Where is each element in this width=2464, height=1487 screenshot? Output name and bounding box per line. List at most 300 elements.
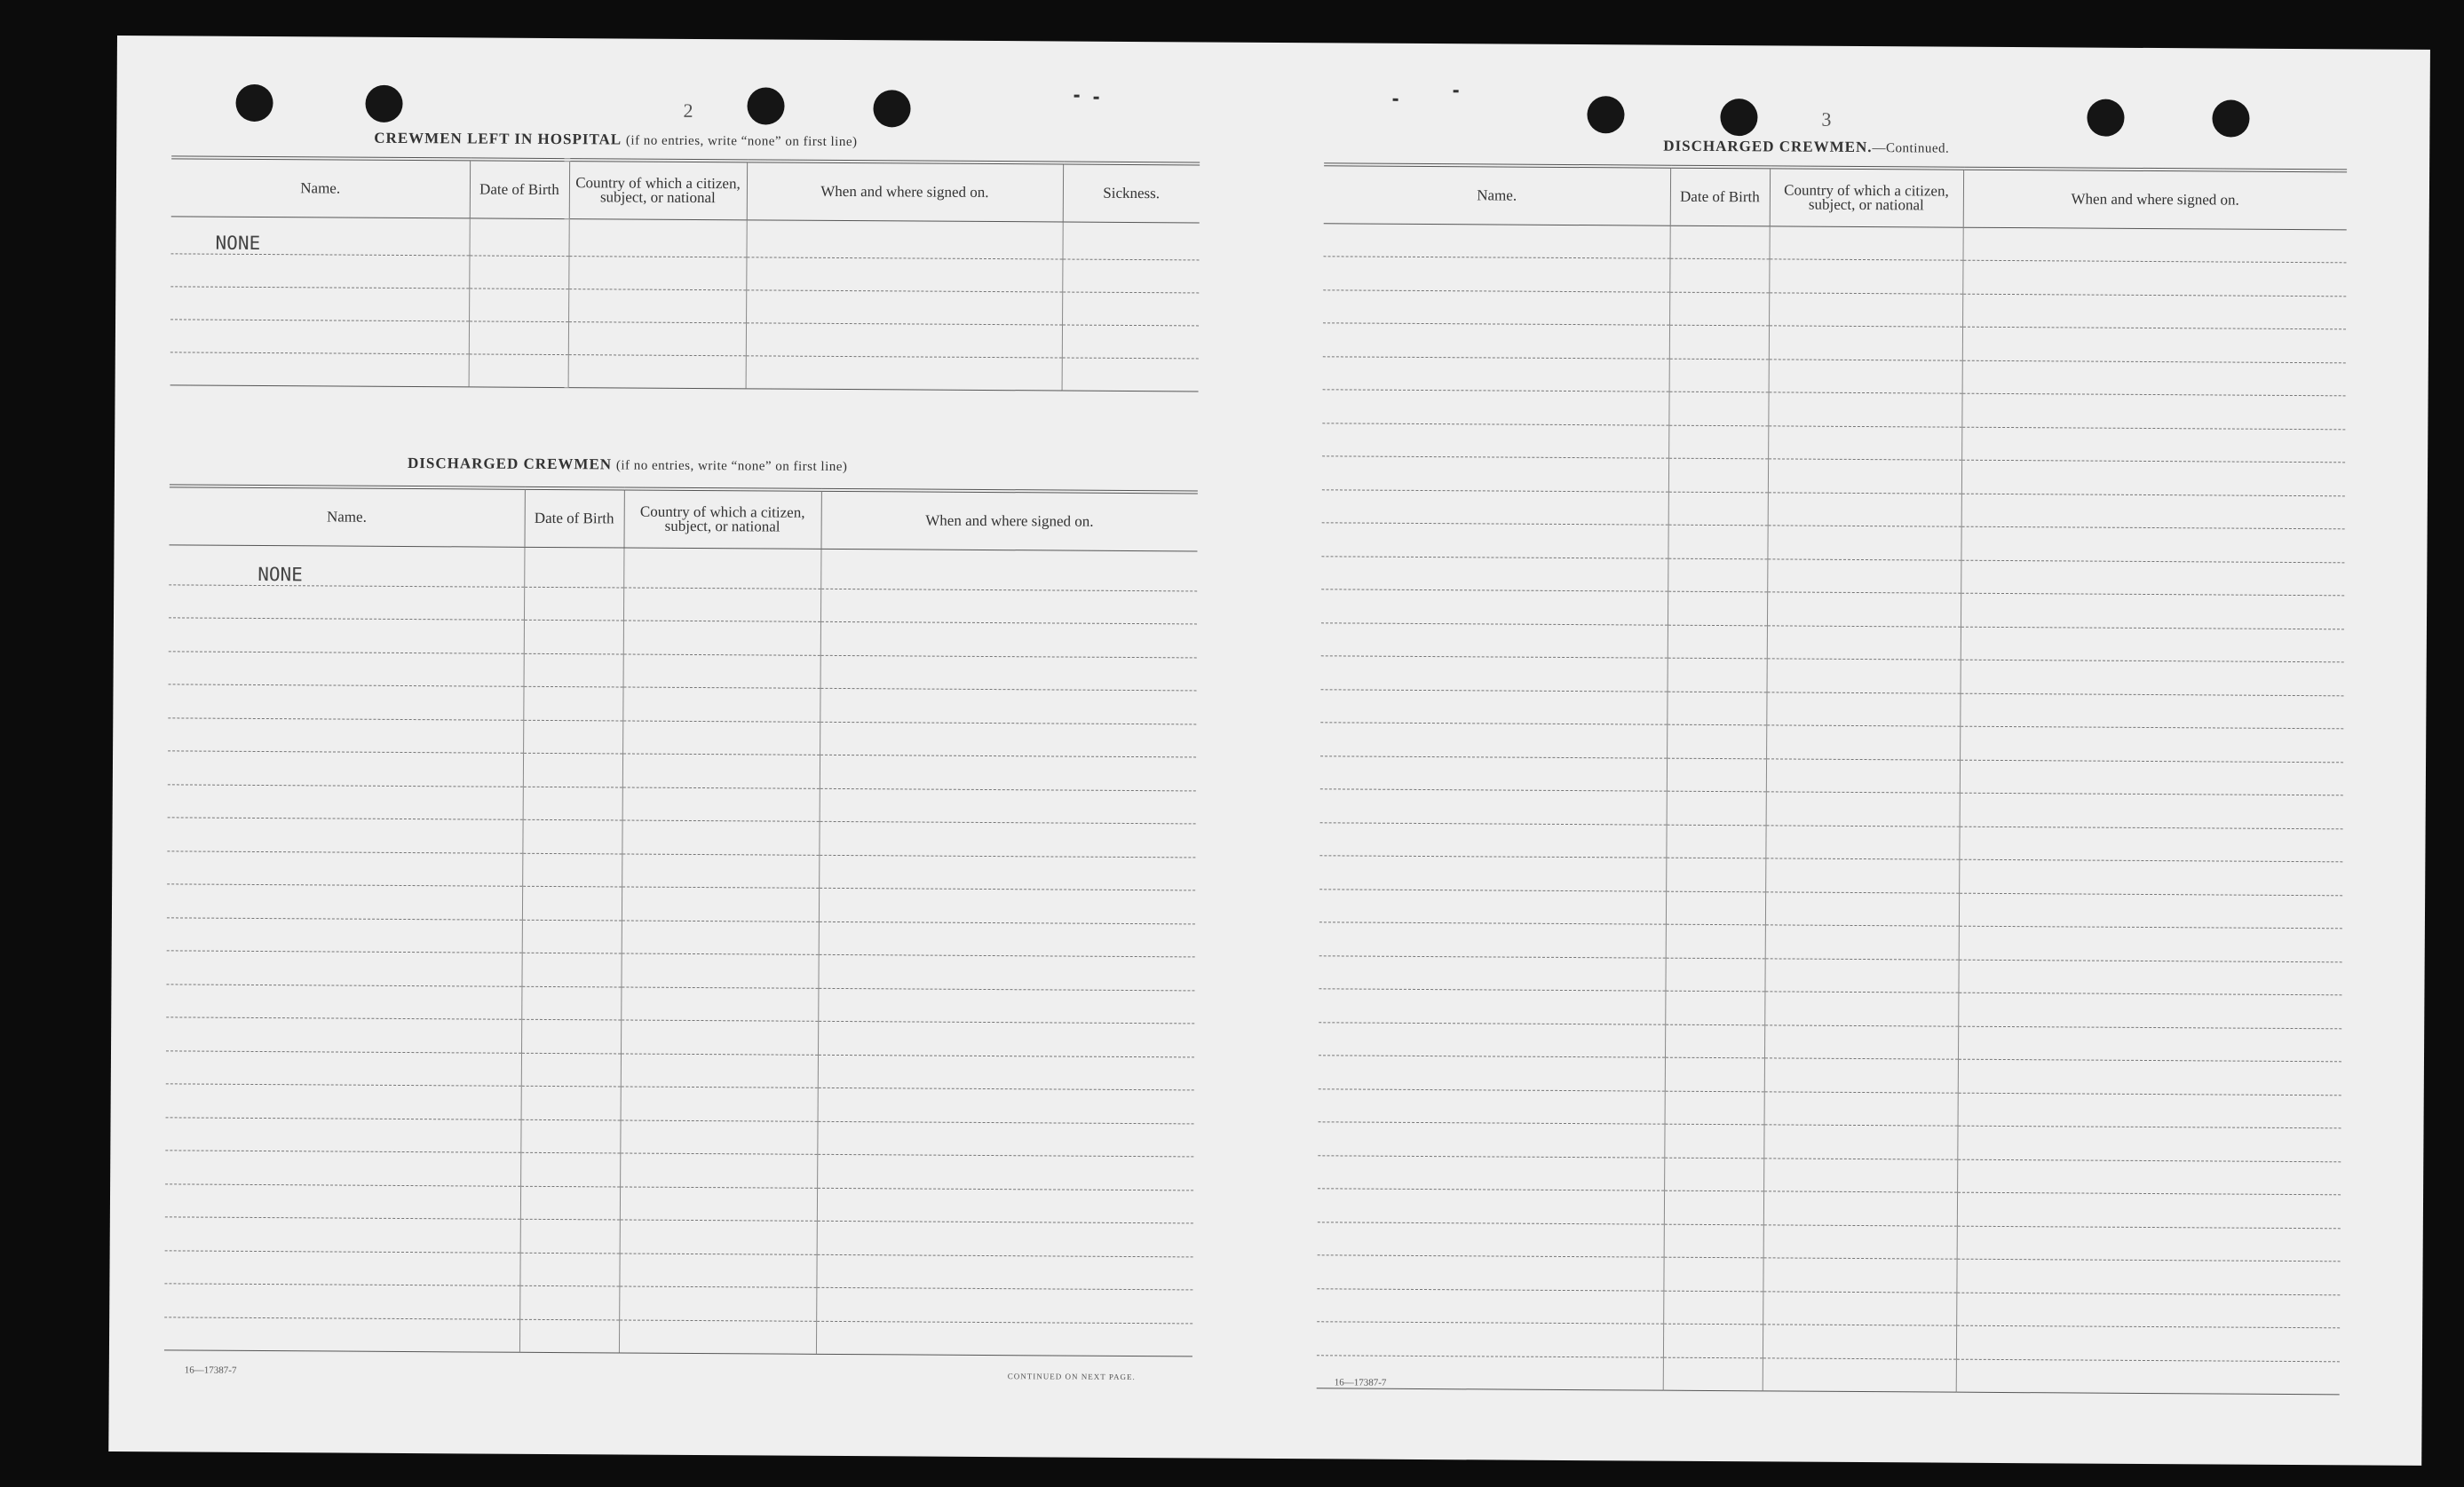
form-cell xyxy=(1768,459,1961,494)
form-cell xyxy=(522,853,622,887)
discharged-table xyxy=(164,484,1198,1356)
column-header-signed-on: When and where signed on. xyxy=(820,490,1197,551)
form-cell xyxy=(523,787,622,820)
form-cell xyxy=(169,651,524,686)
form-cell xyxy=(1317,1255,1663,1291)
form-cell xyxy=(1765,891,1959,926)
form-cell xyxy=(1958,993,2341,1028)
form-cell xyxy=(1961,526,2344,562)
form-cell xyxy=(1961,494,2345,529)
form-cell xyxy=(746,257,1062,291)
form-cell xyxy=(622,754,820,788)
form-cell xyxy=(1962,327,2346,362)
form-cell xyxy=(1668,392,1768,425)
form-cell xyxy=(746,355,1062,390)
form-cell xyxy=(523,720,622,754)
form-cell xyxy=(1322,423,1668,458)
form-cell xyxy=(1768,425,1961,460)
form-cell xyxy=(1763,1224,1957,1259)
form-cell xyxy=(1961,593,2344,629)
form-cell xyxy=(1763,1258,1956,1293)
form-cell xyxy=(818,1088,1194,1123)
form-cell xyxy=(469,288,568,321)
continued-note: CONTINUED ON NEXT PAGE. xyxy=(1007,1372,1136,1382)
form-cell xyxy=(166,951,521,986)
form-cell xyxy=(1322,456,1668,492)
form-cell xyxy=(1668,558,1767,592)
form-cell xyxy=(1317,1288,1663,1324)
form-cell xyxy=(1319,989,1665,1024)
form-cell xyxy=(1960,760,2343,795)
form-cell xyxy=(818,1055,1194,1090)
form-cell xyxy=(170,319,469,353)
punch-hole xyxy=(235,84,273,122)
form-cell xyxy=(621,986,818,1021)
form-cell xyxy=(170,352,469,386)
form-cell xyxy=(1664,1190,1763,1224)
hospital-table xyxy=(170,155,1200,392)
title-suffix: —Continued. xyxy=(1872,141,1950,156)
form-cell xyxy=(623,587,820,621)
form-cell xyxy=(524,620,623,653)
form-cell xyxy=(1960,793,2343,828)
punch-hole xyxy=(2212,99,2249,137)
form-cell xyxy=(620,1153,817,1188)
form-cell xyxy=(524,653,623,687)
form-cell xyxy=(1961,627,2344,662)
hospital-section-title xyxy=(374,130,857,150)
form-cell xyxy=(817,1221,1193,1256)
form-cell xyxy=(1318,1122,1664,1158)
form-cell xyxy=(568,321,746,355)
form-cell xyxy=(1769,292,1962,327)
form-cell xyxy=(1323,323,1669,359)
form-cell xyxy=(1665,958,1764,992)
form-cell xyxy=(1319,955,1665,991)
form-cell xyxy=(1669,225,1769,259)
form-cell xyxy=(1763,1191,1957,1226)
form-cell xyxy=(1062,292,1199,326)
punch-hole xyxy=(747,87,784,124)
form-cell xyxy=(520,1119,620,1153)
form-cell xyxy=(1669,325,1769,359)
form-cell xyxy=(1669,359,1769,392)
form-cell xyxy=(1956,1325,2340,1361)
form-cell xyxy=(819,921,1195,957)
form-cell xyxy=(620,1220,817,1254)
form-cell xyxy=(1318,1189,1664,1224)
form-cell xyxy=(816,1321,1192,1356)
form-cell xyxy=(568,289,746,322)
form-cell xyxy=(523,686,622,720)
form-cell xyxy=(1769,259,1962,294)
form-cell xyxy=(619,1319,816,1354)
form-cell xyxy=(521,1086,621,1119)
form-cell xyxy=(819,855,1195,890)
column-header-date-of-birth: Date of Birth xyxy=(470,159,569,218)
form-cell xyxy=(522,920,622,953)
form-cell xyxy=(1321,656,1668,692)
ink-mark xyxy=(1393,99,1398,101)
form-cell xyxy=(1767,558,1961,593)
form-cell xyxy=(1319,822,1666,858)
form-cell xyxy=(820,755,1196,790)
page-number: 3 xyxy=(1821,107,1832,131)
form-cell xyxy=(1765,925,1959,960)
form-cell xyxy=(469,353,568,387)
form-cell xyxy=(1668,492,1768,526)
ink-mark xyxy=(1074,95,1080,98)
column-header-date-of-birth: Date of Birth xyxy=(524,488,623,548)
form-cell xyxy=(819,821,1195,857)
form-cell xyxy=(170,253,469,288)
form-cell xyxy=(1318,1222,1664,1257)
form-cell xyxy=(622,853,819,888)
form-cell xyxy=(519,1253,619,1286)
form-cell xyxy=(620,1186,817,1221)
form-cell xyxy=(1961,660,2344,695)
form-cell xyxy=(520,1186,620,1220)
form-cell xyxy=(620,1119,817,1154)
form-cell xyxy=(1957,1192,2341,1228)
form-cell xyxy=(1958,960,2341,995)
form-cell xyxy=(166,984,521,1019)
form-cell xyxy=(164,1284,519,1319)
form-cell xyxy=(1665,1024,1764,1058)
form-cell xyxy=(1959,859,2342,895)
form-cell xyxy=(164,1317,519,1352)
form-cell xyxy=(1319,1022,1665,1057)
form-cell xyxy=(168,751,523,787)
form-cell xyxy=(1769,225,1962,260)
form-cell xyxy=(1962,294,2346,329)
form-cell xyxy=(523,753,622,787)
form-cell xyxy=(469,218,568,256)
form-cell xyxy=(167,850,522,886)
form-cell xyxy=(623,621,820,655)
form-cell xyxy=(623,547,820,588)
form-cell xyxy=(1763,1357,1956,1392)
form-cell xyxy=(1767,625,1961,660)
form-cell xyxy=(1321,523,1668,558)
form-cell xyxy=(1668,425,1768,459)
form-cell xyxy=(1765,858,1959,893)
form-cell xyxy=(818,954,1194,990)
form-cell xyxy=(1766,692,1960,726)
form-cell xyxy=(1767,592,1961,627)
form-cell xyxy=(817,1154,1193,1190)
column-header-country: Country of which a citizen, subject, or national xyxy=(623,488,820,548)
document-sheet xyxy=(108,36,2430,1466)
page-number: 2 xyxy=(683,99,693,122)
form-cell xyxy=(521,1019,621,1053)
form-cell xyxy=(820,688,1196,724)
form-cell xyxy=(1322,390,1668,425)
form-cell xyxy=(1668,458,1768,492)
form-cell xyxy=(165,1183,520,1219)
form-cell xyxy=(1768,392,1961,427)
blank-form-row xyxy=(1317,1355,2340,1395)
form-cell xyxy=(818,1021,1194,1056)
form-cell xyxy=(1763,1158,1957,1192)
form-cell xyxy=(1959,893,2342,929)
form-cell xyxy=(519,1319,619,1353)
form-cell xyxy=(1664,1158,1763,1191)
form-cell xyxy=(1319,856,1666,891)
form-cell xyxy=(619,1286,816,1321)
entry-name-cell: NONE xyxy=(171,216,470,255)
ink-mark xyxy=(1094,97,1099,99)
form-cell xyxy=(1962,360,2346,396)
form-cell xyxy=(1667,692,1766,725)
form-cell xyxy=(1667,791,1766,825)
section-title-text: DISCHARGED CREWMEN. xyxy=(1663,137,1873,156)
form-cell xyxy=(1957,1159,2341,1195)
form-cell xyxy=(1666,891,1765,925)
form-cell xyxy=(820,655,1197,691)
form-cell xyxy=(820,589,1197,624)
form-cell xyxy=(816,1254,1192,1290)
column-header-name: Name. xyxy=(171,157,470,218)
entry-name-cell: NONE xyxy=(169,544,524,586)
form-cell xyxy=(524,547,623,588)
form-cell xyxy=(1956,1359,2340,1395)
form-cell xyxy=(1324,223,1670,258)
punch-hole xyxy=(1720,99,1757,136)
form-cell xyxy=(1767,526,1961,560)
form-cell xyxy=(165,1217,520,1253)
form-cell xyxy=(817,1188,1193,1223)
form-cell xyxy=(746,219,1062,258)
form-cell xyxy=(1764,1058,1958,1093)
form-cell xyxy=(818,988,1194,1024)
form-cell xyxy=(1766,758,1960,793)
form-cell xyxy=(1663,1357,1763,1391)
punch-hole xyxy=(365,85,402,123)
form-cell xyxy=(1663,1291,1763,1325)
form-cell xyxy=(1323,356,1669,392)
form-cell xyxy=(820,549,1197,591)
form-cell xyxy=(746,322,1062,357)
discharged-continued-table xyxy=(1317,162,2347,1395)
form-cell xyxy=(167,884,522,920)
form-code: 16—17387-7 xyxy=(184,1364,237,1376)
form-cell xyxy=(1666,858,1765,891)
form-cell xyxy=(1062,358,1199,392)
form-cell xyxy=(746,289,1062,324)
form-cell xyxy=(622,887,819,921)
form-cell xyxy=(165,1117,520,1152)
form-cell xyxy=(1320,789,1667,825)
right-section-title xyxy=(1663,138,1949,157)
form-cell xyxy=(169,584,524,620)
form-cell xyxy=(1763,1325,1956,1359)
form-cell xyxy=(1763,1291,1956,1325)
column-header-name: Name. xyxy=(169,486,524,546)
form-cell xyxy=(1961,460,2345,495)
form-cell xyxy=(1764,992,1958,1026)
form-cell xyxy=(168,684,523,720)
form-cell xyxy=(568,354,746,388)
punch-hole xyxy=(1587,96,1624,133)
form-cell xyxy=(520,1152,620,1186)
form-cell xyxy=(1961,560,2344,596)
form-cell xyxy=(1665,991,1764,1024)
form-cell xyxy=(1958,1059,2341,1095)
form-cell xyxy=(166,1050,521,1086)
form-cell xyxy=(619,1253,816,1287)
form-cell xyxy=(168,717,523,753)
form-cell xyxy=(1958,1093,2341,1128)
form-cell xyxy=(1669,292,1769,326)
form-cell xyxy=(1960,693,2343,729)
form-cell xyxy=(568,218,746,257)
column-header-name: Name. xyxy=(1324,164,1670,225)
form-cell xyxy=(1766,725,1960,760)
column-header-sickness: Sickness. xyxy=(1063,163,1200,223)
form-cell xyxy=(1665,1057,1764,1091)
form-cell xyxy=(1956,1293,2340,1328)
form-cell xyxy=(1959,827,2342,862)
form-cell xyxy=(817,1121,1193,1157)
form-cell xyxy=(1768,492,1961,526)
form-cell xyxy=(1321,556,1668,591)
column-header-date-of-birth: Date of Birth xyxy=(1670,167,1770,226)
column-header-signed-on: When and where signed on. xyxy=(747,161,1063,221)
form-cell xyxy=(1318,1155,1664,1190)
column-header-country: Country of which a citizen, subject, or national xyxy=(1770,167,1963,226)
form-cell xyxy=(169,618,524,653)
form-cell xyxy=(164,1250,519,1285)
form-cell xyxy=(167,818,522,853)
form-cell xyxy=(1962,260,2346,296)
form-cell xyxy=(1321,589,1668,625)
form-cell xyxy=(1769,326,1962,360)
form-cell xyxy=(1320,689,1667,724)
column-header-country: Country of which a citizen, subject, or national xyxy=(569,160,747,219)
form-cell xyxy=(1062,259,1199,293)
form-cell xyxy=(469,320,568,354)
section-note: (if no entries, write “none” on first line) xyxy=(625,133,858,150)
form-cell xyxy=(524,587,623,621)
form-cell xyxy=(1319,889,1666,924)
form-cell xyxy=(1667,758,1766,792)
blank-form-row xyxy=(164,1317,1192,1356)
form-cell xyxy=(621,1087,818,1121)
form-cell xyxy=(1323,257,1669,292)
form-cell xyxy=(1319,1056,1665,1091)
form-cell xyxy=(1062,222,1199,260)
form-cell xyxy=(1668,525,1767,558)
form-cell xyxy=(820,722,1196,757)
form-cell xyxy=(1320,723,1667,758)
form-cell xyxy=(1764,958,1958,993)
form-cell xyxy=(1664,1224,1763,1258)
form-cell xyxy=(622,787,820,821)
form-cell xyxy=(1666,825,1765,858)
form-cell xyxy=(1961,393,2345,429)
punch-hole xyxy=(2087,99,2124,137)
form-cell xyxy=(1765,825,1959,859)
form-cell xyxy=(522,886,622,920)
form-cell xyxy=(1769,359,1962,393)
form-cell xyxy=(521,1053,621,1087)
section-note: (if no entries, write “none” on first line) xyxy=(615,458,848,475)
form-cell xyxy=(1957,1226,2341,1262)
form-cell xyxy=(166,1084,521,1119)
form-cell xyxy=(622,720,820,755)
column-header-signed-on: When and where signed on. xyxy=(1963,169,2347,230)
punch-hole xyxy=(873,90,910,127)
section-title-text: DISCHARGED CREWMEN xyxy=(408,455,613,473)
form-cell xyxy=(1666,924,1765,958)
form-cell xyxy=(622,687,820,722)
form-cell xyxy=(1320,755,1667,791)
form-cell xyxy=(1669,258,1769,292)
form-cell xyxy=(1957,1126,2341,1161)
form-cell xyxy=(623,653,820,688)
form-cell xyxy=(621,1053,818,1088)
form-cell xyxy=(1667,724,1766,758)
form-cell xyxy=(1319,1088,1665,1124)
form-cell xyxy=(519,1285,619,1319)
form-cell xyxy=(1958,1026,2341,1062)
form-cell xyxy=(1668,625,1767,659)
form-cell xyxy=(1764,1091,1958,1126)
form-cell xyxy=(816,1287,1192,1323)
form-cell xyxy=(168,784,523,819)
form-cell xyxy=(1767,659,1961,693)
form-cell xyxy=(1763,1125,1957,1159)
form-cell xyxy=(1664,1124,1763,1158)
form-cell xyxy=(1321,622,1668,658)
form-cell xyxy=(1961,427,2345,463)
form-cell xyxy=(1062,325,1199,359)
form-cell xyxy=(1962,227,2346,263)
form-cell xyxy=(1960,726,2343,762)
form-cell xyxy=(520,1219,620,1253)
form-cell xyxy=(165,1151,520,1186)
form-cell xyxy=(820,788,1196,824)
form-cell xyxy=(622,920,819,954)
form-cell xyxy=(1663,1257,1763,1291)
form-cell xyxy=(819,888,1195,923)
form-cell xyxy=(1959,926,2342,961)
form-cell xyxy=(1766,792,1960,827)
ink-mark xyxy=(1454,90,1459,92)
form-cell xyxy=(170,286,469,320)
form-cell xyxy=(1764,1024,1958,1059)
form-cell xyxy=(1317,1322,1663,1357)
form-cell xyxy=(1668,591,1767,625)
form-cell xyxy=(1323,289,1669,325)
form-cell xyxy=(1665,1091,1764,1125)
form-cell xyxy=(166,1017,521,1053)
form-cell xyxy=(621,953,818,988)
form-cell xyxy=(521,953,621,986)
form-cell xyxy=(167,917,522,953)
form-code: 16—17387-7 xyxy=(1334,1377,1387,1388)
form-cell xyxy=(469,255,568,289)
form-cell xyxy=(1668,658,1767,692)
discharged-section-title xyxy=(408,455,848,475)
form-cell xyxy=(568,256,746,289)
form-cell xyxy=(621,1020,818,1055)
form-cell xyxy=(1322,489,1668,525)
form-cell xyxy=(522,819,622,853)
form-cell xyxy=(622,820,819,855)
form-cell xyxy=(521,986,621,1020)
